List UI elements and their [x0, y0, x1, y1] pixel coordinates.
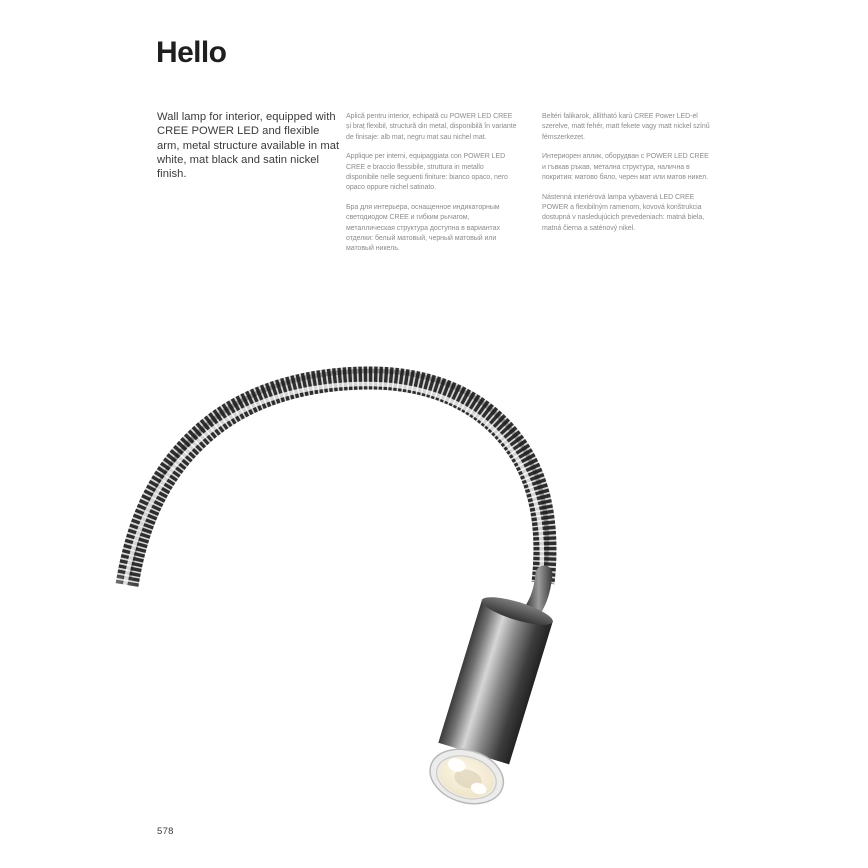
product-photo [60, 350, 600, 810]
paragraph-bg: Интериорен аплик, оборудван с POWER LED CREE и гъвкав ръкав, метална структура, налична в покрития: матово бяло, черен мат или матов никел. [542, 153, 709, 181]
gooseneck-arm [92, 371, 547, 630]
page-number: 578 [157, 826, 174, 837]
paragraph-sk: Nástenná interiérová lampa vybavená LED CREE POWER a flexibilným ramenom, kovová konštrukcia dostupná v nasledujúcich prevedeniach: matná biela, matná čierna a saténový nikel. [542, 193, 705, 232]
paragraph-ro: Aplică pentru interior, echipată cu POWER LED CREE și braț flexibil, structură din metal, disponibilă în variante de finisaje: alb mat, negru mat sau nichel mat. [346, 113, 517, 141]
paragraph-hu: Beltéri falikarok, állítható karú CREE Power LED-el szerelve, matt fehér, matt fekete vagy matt nickel színű fémszerkezet. [542, 113, 710, 141]
translations-column-2 [542, 112, 714, 243]
lamp-head [423, 591, 556, 810]
translations-column-1 [346, 112, 518, 264]
paragraph-it: Applique per interni, equipaggiata con POWER LED CREE e braccio flessibile, struttura in metallo disponibile nelle seguenti finiture: bianco opaco, nero opaco oppure nichel satinato. [346, 153, 508, 192]
page-title: Hello [156, 36, 227, 69]
description-en: Wall lamp for interior, equipped with CREE POWER LED and flexible arm, metal structure available in mat white, mat black and satin nickel finish. [157, 111, 340, 181]
paragraph-ru: Бра для интерьера, оснащенное индикаторным светодиодом CREE и гибким рычагом, металлическая структура доступна в вариантах отделки: белый матовый, черный матовый или матовый никель. [346, 204, 500, 253]
